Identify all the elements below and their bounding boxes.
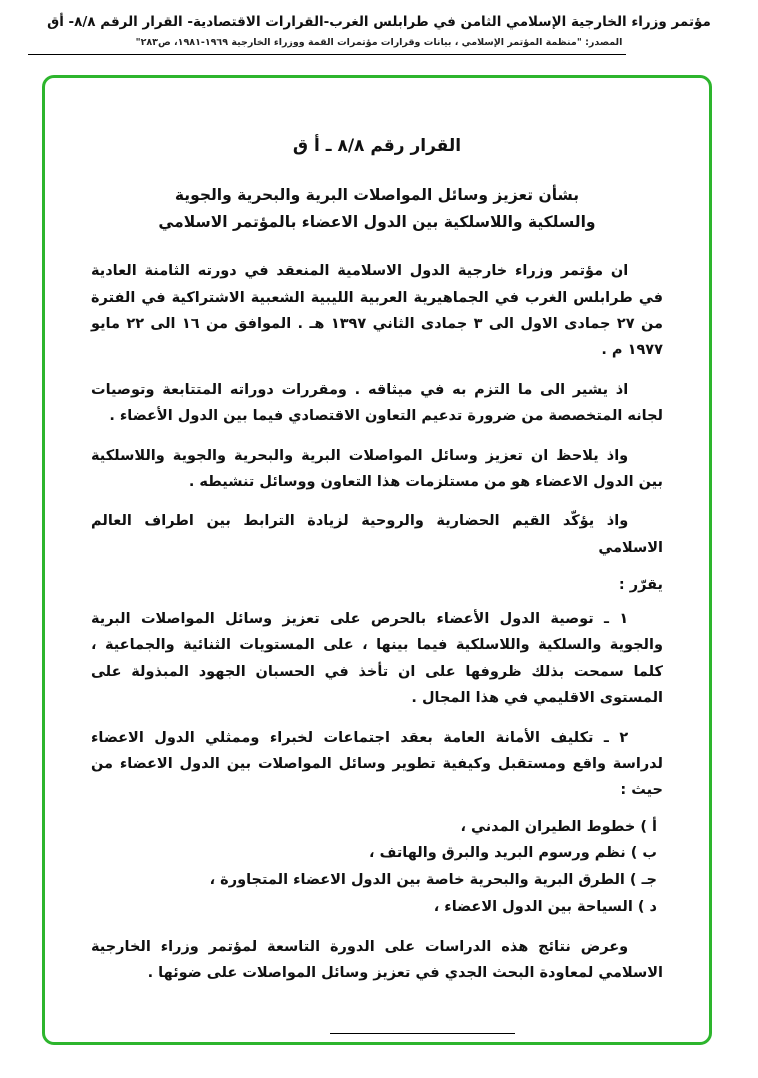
study-topics-list (91, 814, 657, 921)
header-title: مؤتمر وزراء الخارجية الإسلامي الثامن في طرابلس الغرب-القرارات الاقتصادية- القرار الرقم ٨/٨- أق (47, 14, 711, 30)
recital-paragraph-1: اذ يشير الى ما التزم به في ميثاقه . ومقررات دوراته المتتابعة وتوصيات لجانه المتخصصة من ضرورة تدعيم التعاون الاقتصادي فيما بين الدول الأعضاء . (91, 381, 663, 425)
closing-paragraph: وعرض نتائج هذه الدراسات على الدورة التاسعة لمؤتمر وزراء الخارجية الاسلامي لمعاودة البحث الجدي في تعزيز وسائل المواصلات على ضوئها . (91, 938, 663, 982)
resolution-item-2: ٢ ـ تكليف الأمانة العامة بعقد اجتماعات لخبراء وممثلي الدول الاعضاء لدراسة واقع ومستقبل وكيفية تطوير وسائل المواصلات بين الدول الاعضاء من حيث : (91, 729, 663, 799)
resolution-title: القرار رقم ٨/٨ ـ أ ق (292, 136, 462, 156)
header-divider (28, 54, 626, 55)
list-item-c: جـ ) الطرق البرية والبحرية خاصة بين الدول الاعضاء المتجاورة ، (209, 872, 657, 889)
list-item-d: د ) السياحة بين الدول الاعضاء ، (433, 899, 657, 916)
resolution-subject-line-1: بشأن تعزيز وسائل المواصلات البرية والبحرية والجوية (174, 186, 580, 204)
header-source-line: المصدر: "منظمة المؤتمر الإسلامي ، بيانات وقرارات مؤتمرات القمة ووزراء الخارجية ١٩٦٩-١٩٨١، ص٢٨٣" (135, 37, 623, 48)
list-item-b: ب ) نظم ورسوم البريد والبرق والهاتف ، (369, 845, 657, 862)
document-header (0, 0, 758, 55)
decree-label: يقرّر : (618, 577, 663, 593)
list-item-a: أ ) خطوط الطيران المدني ، (460, 818, 657, 835)
recital-paragraph-3: واذ يؤكّد القيم الحضارية والروحية لزيادة الترابط بين اطراف العالم الاسلامي (91, 513, 663, 556)
resolution-frame (42, 75, 712, 1045)
recital-paragraph-2: واذ يلاحظ ان تعزيز وسائل المواصلات البرية والبحرية والجوية واللاسلكية بين الدول الاعضاء هو من مستلزمات هذا التعاون ووسائل تنشيطه . (91, 447, 663, 490)
preamble-paragraph: ان مؤتمر وزراء خارجية الدول الاسلامية المنعقد في دورته الثامنة العادية في طرابلس الغرب في الجماهيرية العربية الليبية الشعبية الاشتراكية في الفترة من ٢٧ جمادى الاول الى ٣ جمادى الثاني ١٣٩٧ هـ . الموافق من ١٦ الى ٢٢ مايو ١٩٧٧ م . (91, 263, 663, 359)
end-divider (330, 1033, 515, 1034)
resolution-subject-line-2: والسلكية واللاسلكية بين الدول الاعضاء بالمؤتمر الاسلامي (158, 213, 596, 232)
resolution-item-1: ١ ـ توصية الدول الأعضاء بالحرص على تعزيز وسائل المواصلات البرية والجوية والسلكية واللاسلكية فيما بينها ، على المستويات الثنائية والجماعية ، كلما سمحت بذلك ظروفها على ان تأخذ في الحسبان الجهود المبذولة على المستوى الاقليمي في هذا المجال . (91, 611, 663, 707)
